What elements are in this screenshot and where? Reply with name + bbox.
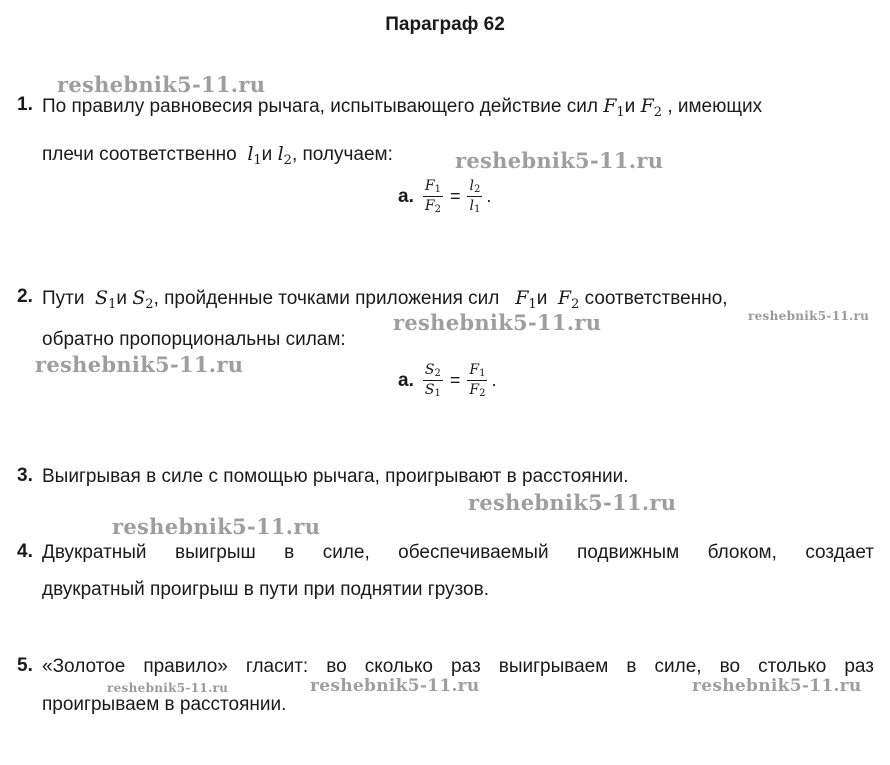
symbol-f1: $F_1$ — [603, 95, 625, 120]
conj-and: и — [536, 288, 548, 309]
conj-and: и — [624, 96, 636, 117]
conj-and: и — [116, 288, 127, 309]
equals-sign: = — [449, 370, 461, 390]
item-5-line-2: проигрываем в расстоянии. — [42, 694, 287, 715]
symbol-l2: $l_2$ — [277, 143, 292, 168]
watermark: reshebnik5-11.ru — [107, 681, 229, 695]
conj-and: и — [261, 144, 273, 165]
symbol-l1: $l_1$ — [247, 143, 262, 168]
page-title: Параграф 62 — [385, 14, 505, 35]
item-2-text-2: , пройденные точками приложения сил — [153, 288, 500, 309]
item-1-text: По правилу равновесия рычага, испытывающего действие сил — [42, 96, 598, 117]
item-1-line-1 — [42, 94, 874, 125]
watermark: reshebnik5-11.ru — [455, 148, 664, 173]
fraction-f1-f2: $\frac{F_1}{F_2}$ — [424, 178, 441, 215]
item-1-formula — [398, 178, 491, 215]
item-2-text: Пути — [42, 288, 85, 309]
fraction-l2-l1: $\frac{l_2}{l_1}$ — [469, 178, 481, 215]
fraction-f1-f2: $\frac{F_1}{F_2}$ — [469, 362, 486, 399]
item-2-text-3: соответственно, — [584, 288, 728, 309]
item-4-line-1: Двукратный выигрыш в силе, обеспечиваемый подвижным блоком, создает — [42, 542, 874, 563]
watermark: reshebnik5-11.ru — [112, 514, 321, 539]
watermark: reshebnik5-11.ru — [748, 309, 870, 323]
item-2-line-2: обратно пропорциональны силам: — [42, 329, 346, 350]
symbol-s1: $S_1$ — [95, 287, 117, 312]
symbol-f2: $F_2$ — [640, 95, 663, 120]
formula-label: а. — [398, 369, 414, 391]
item-1-text-end: , имеющих — [667, 96, 763, 117]
formula-label: а. — [398, 185, 414, 207]
watermark: reshebnik5-11.ru — [468, 490, 677, 515]
symbol-s2: $S_2$ — [132, 287, 154, 312]
formula-period: . — [491, 370, 497, 390]
item-1-text-3: , получаем: — [291, 144, 393, 165]
item-3-number: 3. — [17, 465, 33, 486]
item-5-number: 5. — [17, 655, 33, 676]
fraction-s2-s1: $\frac{S_2}{S_1}$ — [424, 362, 441, 399]
formula-period: . — [486, 186, 492, 206]
watermark: reshebnik5-11.ru — [393, 310, 602, 335]
watermark: reshebnik5-11.ru — [310, 676, 480, 696]
watermark: reshebnik5-11.ru — [35, 352, 244, 377]
watermark: reshebnik5-11.ru — [692, 676, 862, 696]
item-2-formula — [398, 362, 496, 399]
item-1-number: 1. — [17, 94, 33, 115]
item-2-number: 2. — [17, 286, 33, 307]
symbol-f2: $F_2$ — [557, 287, 580, 312]
item-4-number: 4. — [17, 541, 33, 562]
symbol-f1: $F_1$ — [515, 287, 537, 312]
item-3-line-1: Выигрывая в силе с помощью рычага, проигрывают в расстоянии. — [42, 466, 629, 487]
watermark: reshebnik5-11.ru — [57, 72, 266, 97]
item-4-line-2: двукратный проигрыш в пути при поднятии грузов. — [42, 579, 489, 600]
item-5-line-1: «Золотое правило» гласит: во сколько раз выигрываем в силе, во столько раз — [42, 656, 874, 677]
equals-sign: = — [449, 186, 461, 206]
item-1-text-2: плечи соответственно — [42, 144, 237, 165]
